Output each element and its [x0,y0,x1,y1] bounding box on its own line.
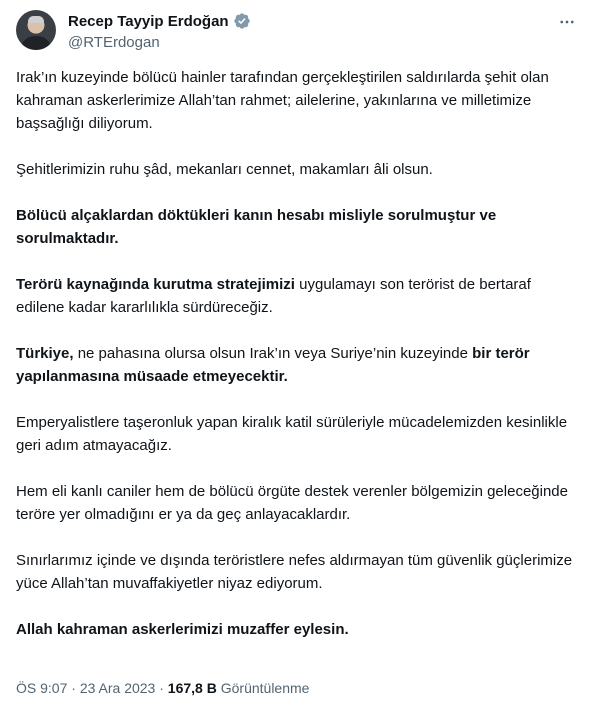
verified-badge-icon[interactable] [233,12,251,30]
post-paragraph [16,158,576,181]
more-options-icon[interactable] [557,12,577,32]
bold-text: bir terör yapılanmasına müsaade etmeyecektir. [16,345,530,385]
text: uygulamayı son terörist de bertaraf edilene kadar kararlılıkla sürdüreceğiz. [16,276,531,316]
user-handle[interactable]: @RTErdogan [68,34,160,51]
post-paragraph [16,66,576,135]
avatar[interactable] [16,10,56,50]
post-body [16,66,576,664]
bold-text: Allah kahraman askerlerimizi muzaffer eylesin. [16,621,349,638]
views-count: 167,8 B [167,680,217,696]
views-label: Görüntülenme [220,680,310,696]
post-paragraph [16,342,576,388]
text: ne pahasına olursa olsun Irak’ın veya Suriye’nin kuzeyinde [73,345,473,362]
text: Emperyalistlere taşeronluk yapan kiralık katil sürüleriyle mücadelemizden kesinlikle geri adım atmayacağız. [16,414,568,454]
post-paragraph [16,273,576,319]
text: Şehitlerimizin ruhu şâd, mekanları cennet, makamları âli olsun. [16,161,433,178]
post-paragraph [16,549,576,595]
text: Irak’ın kuzeyinde bölücü hainler tarafından gerçekleştirilen saldırılarda şehit olan kahraman askerlerimize Allah’tan rahmet; ailelerine, yakınlarına ve milletimize başsağlığı diliyorum. [16,69,549,132]
meta-separator: · [67,680,80,696]
meta-separator: · [155,680,168,696]
post-paragraph [16,204,576,250]
avatar-hair [28,16,44,23]
avatar-suit [22,36,50,50]
post-header [16,10,577,56]
name-line [68,12,251,30]
text: Hem eli kanlı caniler hem de bölücü örgüte destek verenler bölgemizin geleceğinde teröre yer olmadığını er ya da geç anlayacaklardır. [16,483,568,523]
bold-text: Bölücü alçaklardan döktükleri kanın hesabı misliyle sorulmuştur ve sorulmaktadır. [16,207,497,247]
post-paragraph [16,411,576,457]
post-date[interactable]: 23 Ara 2023 [79,680,156,696]
bold-text: Terörü kaynağında kurutma stratejimizi [16,276,295,293]
display-name[interactable]: Recep Tayyip Erdoğan [68,12,229,30]
text: Sınırlarımız içinde ve dışında teröristlere nefes aldırmayan tüm güvenlik güçlerimize yüce Allah’tan muvaffakiyetler niyaz ediyorum. [16,552,573,592]
bold-text: Türkiye, [16,345,74,362]
post-meta [16,680,309,696]
post-time[interactable]: ÖS 9:07 [16,680,68,696]
post-paragraph [16,618,576,641]
post-paragraph [16,480,576,526]
